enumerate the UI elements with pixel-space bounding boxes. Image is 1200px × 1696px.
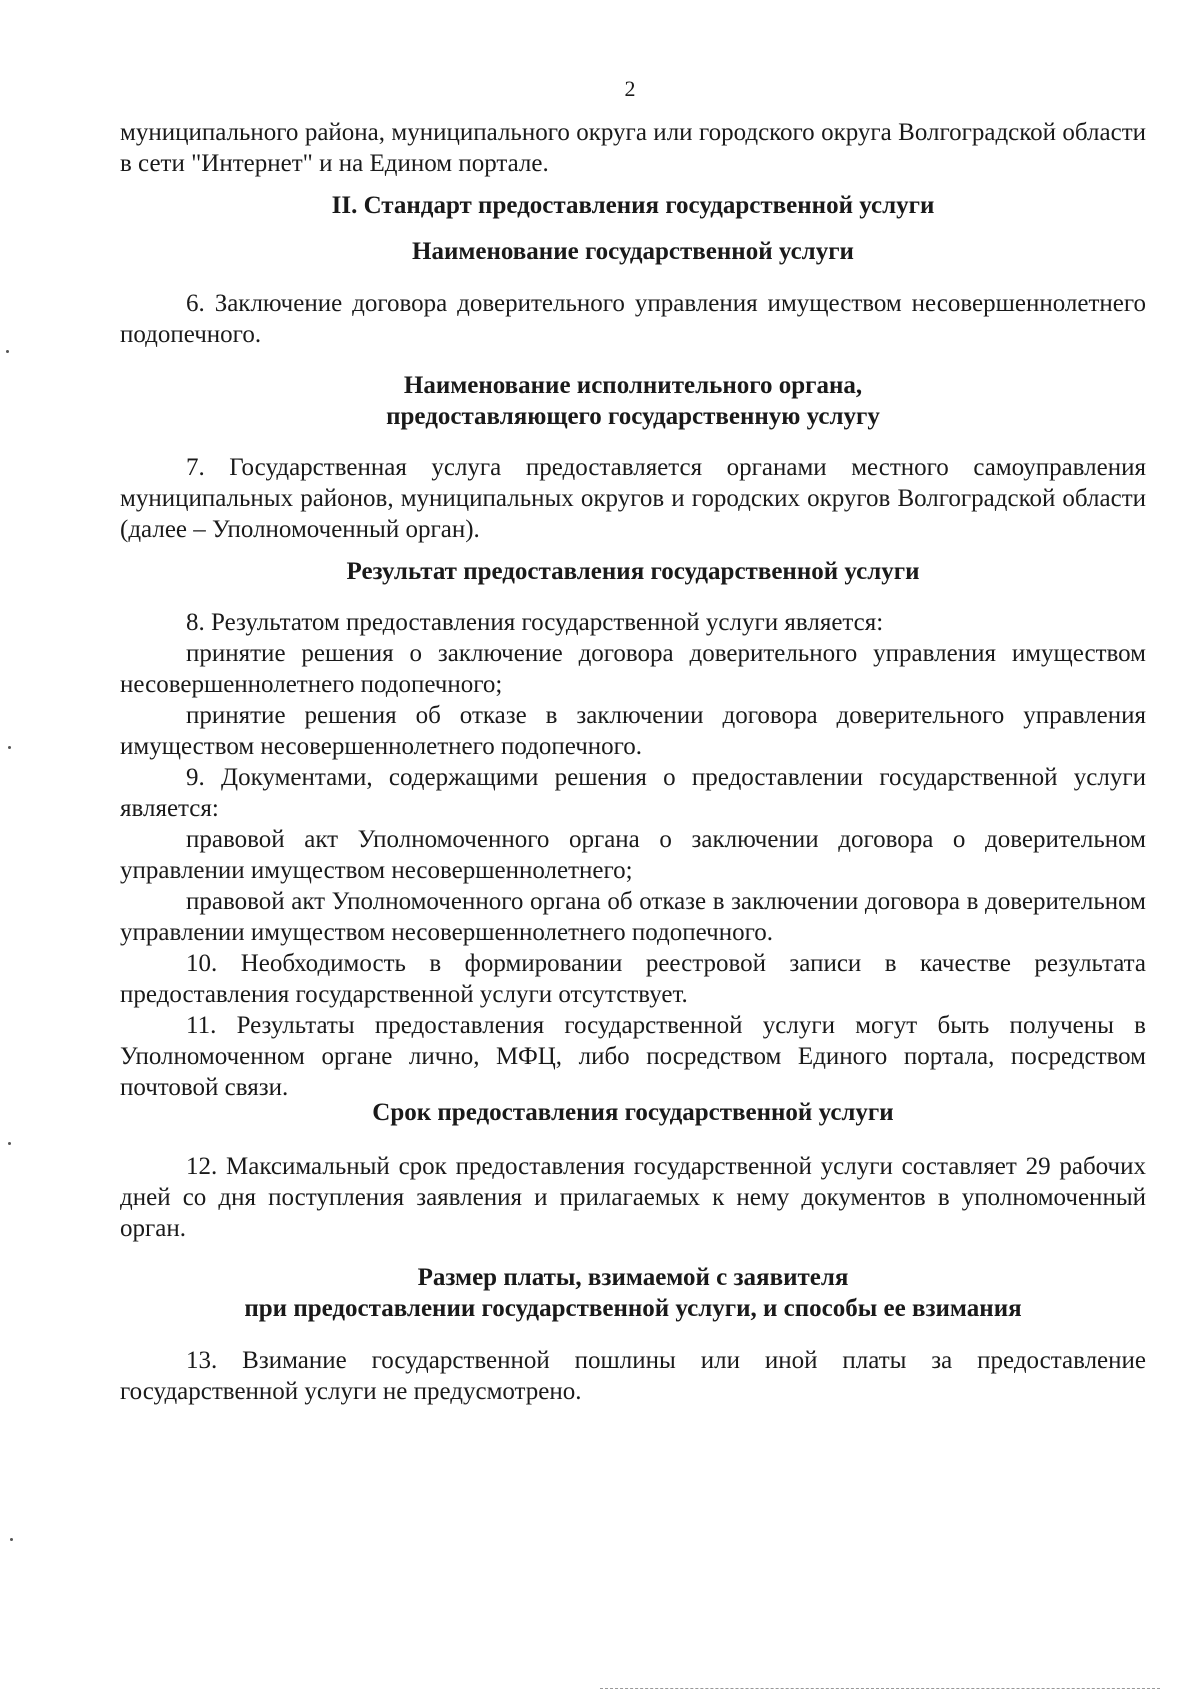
scan-artifact-dot	[8, 746, 11, 749]
paragraph-7	[120, 452, 1146, 545]
scan-artifact-dot	[8, 1142, 11, 1145]
paragraph-8b: принятие решения об отказе в заключении договора доверительного управления имуществом несовершеннолетнего подопечного.	[120, 702, 1146, 760]
paragraph-13-text: 13. Взимание государственной пошлины или иной платы за предоставление государственной услуги не предусмотрено.	[120, 1347, 1146, 1405]
heading-organ-line1: Наименование исполнительного органа,	[403, 372, 863, 399]
section-title	[120, 190, 1146, 221]
paragraph-6-text: 6. Заключение договора доверительного управления имуществом несовершеннолетнего подопечного.	[120, 290, 1146, 348]
page-number: 2	[624, 76, 636, 101]
intro-text: муниципального района, муниципального округа или городского округа Волгоградской области в сети "Интернет" и на Едином портале.	[120, 119, 1146, 177]
paragraph-6	[120, 288, 1146, 350]
heading-result	[120, 556, 1146, 587]
paragraph-9: 9. Документами, содержащими решения о предоставлении государственной услуги является:	[120, 764, 1146, 822]
scan-artifact-line	[600, 1688, 1160, 1690]
heading-organ	[120, 370, 1146, 432]
paragraph-9b: правовой акт Уполномоченного органа об отказе в заключении договора в доверительном управлении имуществом несовершеннолетнего подопечного.	[120, 888, 1146, 946]
paragraph-10: 10. Необходимость в формировании реестровой записи в качестве результата предоставления государственной услуги отсутствует.	[120, 950, 1146, 1008]
result-paragraphs	[120, 607, 1146, 1103]
heading-service-name-text: Наименование государственной услуги	[412, 238, 854, 265]
heading-service-name	[120, 236, 1146, 267]
paragraph-9a: правовой акт Уполномоченного органа о заключении договора о доверительном управлении имуществом несовершеннолетнего;	[120, 826, 1146, 884]
scan-artifact-dot	[6, 350, 9, 353]
heading-fee	[120, 1262, 1146, 1324]
paragraph-7-text: 7. Государственная услуга предоставляется органами местного самоуправления муниципальных районов, муниципальных округов и городских округов Волгоградской области (далее – Уполномоченный орган).	[120, 454, 1146, 543]
heading-organ-line2: предоставляющего государственную услугу	[386, 403, 880, 430]
paragraph-12-text: 12. Максимальный срок предоставления государственной услуги составляет 29 рабочих дней со дня поступления заявления и прилагаемых к нему документов в уполномоченный орган.	[120, 1153, 1146, 1242]
heading-term	[120, 1097, 1146, 1128]
paragraph-11: 11. Результаты предоставления государственной услуги могут быть получены в Уполномоченном органе лично, МФЦ, либо посредством Единого портала, посредством почтовой связи.	[120, 1012, 1146, 1101]
heading-result-text: Результат предоставления государственной услуги	[346, 558, 920, 585]
scan-artifact-dot	[10, 1538, 13, 1541]
paragraph-12	[120, 1151, 1146, 1244]
section-title-text: II. Стандарт предоставления государственной услуги	[331, 192, 935, 219]
paragraph-8a: принятие решения о заключение договора доверительного управления имуществом несовершеннолетнего подопечного;	[120, 640, 1146, 698]
heading-fee-line2: при предоставлении государственной услуги, и способы ее взимания	[244, 1295, 1022, 1322]
intro-paragraph	[120, 117, 1146, 179]
heading-fee-line1: Размер платы, взимаемой с заявителя	[417, 1264, 849, 1291]
heading-term-text: Срок предоставления государственной услуги	[372, 1099, 894, 1126]
paragraph-8: 8. Результатом предоставления государственной услуги является:	[186, 609, 884, 636]
paragraph-13	[120, 1345, 1146, 1407]
